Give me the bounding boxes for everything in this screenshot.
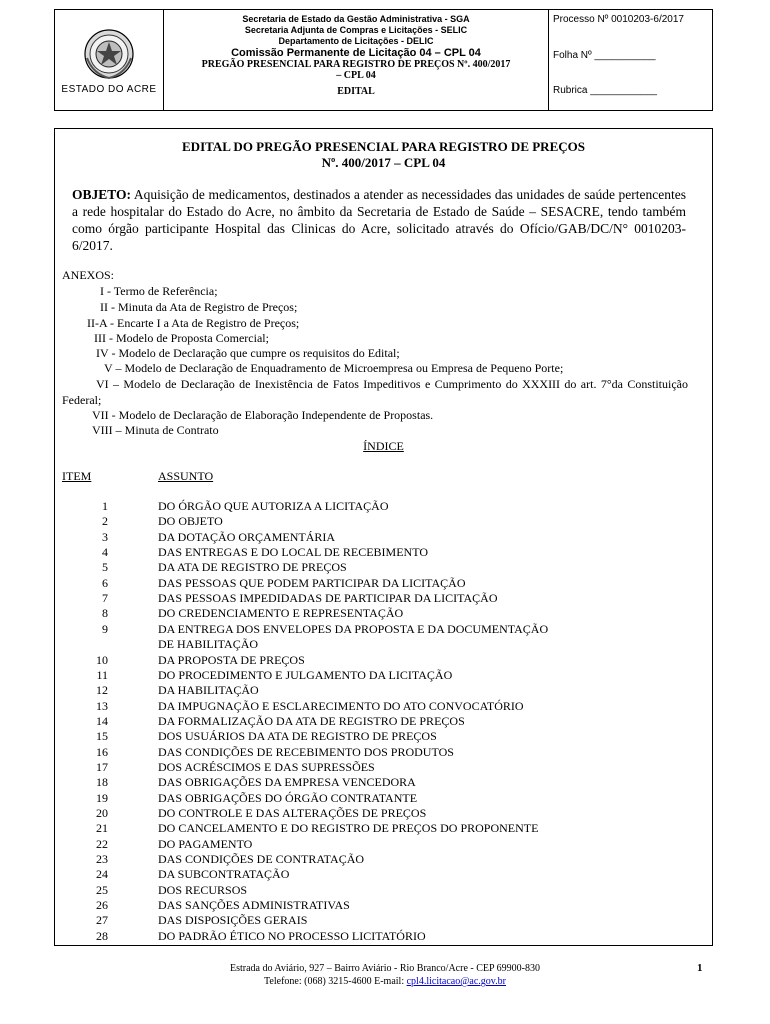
index-item-number: 2 bbox=[102, 514, 108, 529]
index-item-subject: DO PROCEDIMENTO E JULGAMENTO DA LICITAÇÃO bbox=[158, 667, 453, 682]
anexo-item: I - Termo de Referência; bbox=[100, 284, 218, 298]
document-title: EDITAL DO PREGÃO PRESENCIAL PARA REGISTRO DE PREÇOS bbox=[182, 139, 585, 154]
header-process-cell bbox=[549, 10, 712, 110]
index-row bbox=[62, 806, 682, 821]
index-row bbox=[62, 668, 682, 683]
index-row bbox=[62, 683, 682, 698]
index-item-subject: DO CREDENCIAMENTO E REPRESENTAÇÃO bbox=[158, 606, 404, 621]
index-item-subject: DA ENTREGA DOS ENVELOPES DA PROPOSTA E DA DOCUMENTAÇÃO bbox=[158, 621, 549, 636]
index-item-subject: DA SUBCONTRATAÇÃO bbox=[158, 867, 290, 882]
index-row bbox=[62, 514, 682, 529]
index-item-number: 9 bbox=[102, 621, 108, 636]
index-item-subject: DAS CONDIÇÕES DE RECEBIMENTO DOS PRODUTOS bbox=[158, 744, 454, 759]
index-item-number: 22 bbox=[96, 836, 108, 851]
index-item-number: 12 bbox=[96, 683, 108, 698]
index-row bbox=[62, 760, 682, 775]
index-row bbox=[62, 637, 682, 652]
index-row bbox=[62, 821, 682, 836]
objeto-text: Aquisição de medicamentos, destinados a atender as necessidades das unidades de saúde pertencentes a rede hospitalar do Estado do Acre, no âmbito da Secretaria de Estado de Saúde – SESACRE, tendo também como órgão participante Hospital das Clinicas do Acre, solicitado através do Ofício/GAB/DC/N° 0010203-6/2017. bbox=[72, 187, 686, 253]
index-item-number: 7 bbox=[102, 591, 108, 606]
index-row bbox=[62, 852, 682, 867]
index-item-subject: DO CONTROLE E DAS ALTERAÇÕES DE PREÇOS bbox=[158, 806, 427, 820]
index-row bbox=[62, 837, 682, 852]
index-item-number: 1 bbox=[102, 499, 108, 513]
index-row bbox=[62, 545, 682, 560]
folha-field: Folha Nº ___________ bbox=[553, 50, 656, 61]
index-row bbox=[62, 576, 682, 591]
anexo-item: II-A - Encarte I a Ata de Registro de Preços; bbox=[87, 316, 300, 330]
index-item-number: 14 bbox=[96, 713, 108, 728]
index-item-number: 25 bbox=[96, 882, 108, 897]
index-item-subject: DO PADRÃO ÉTICO NO PROCESSO LICITATÓRIO bbox=[158, 928, 426, 943]
page-number: 1 bbox=[697, 962, 703, 974]
index-item-subject: DA ATA DE REGISTRO DE PREÇOS bbox=[158, 560, 347, 575]
anexo-item: III - Modelo de Proposta Comercial; bbox=[94, 331, 269, 345]
index-item-subject: DAS DISPOSIÇÕES GERAIS bbox=[158, 913, 308, 928]
index-item-number: 13 bbox=[96, 698, 108, 713]
header-line-sga: Secretaria de Estado da Gestão Administrativa - SGA bbox=[242, 14, 470, 24]
header-line-delic: Departamento de Licitações - DELIC bbox=[278, 36, 434, 46]
index-item-subject: DOS RECURSOS bbox=[158, 882, 248, 897]
index-row bbox=[62, 606, 682, 621]
index-item-subject: DO OBJETO bbox=[158, 514, 223, 529]
index-item-subject: DA IMPUGNAÇÃO E ESCLARECIMENTO DO ATO CONVOCATÓRIO bbox=[158, 698, 524, 713]
index-item-number: 3 bbox=[102, 529, 108, 544]
index-row bbox=[62, 591, 682, 606]
index-item-number: 24 bbox=[96, 867, 108, 882]
anexo-item: II - Minuta da Ata de Registro de Preços; bbox=[100, 300, 298, 314]
index-item-number: 6 bbox=[102, 575, 108, 590]
column-header-assunto: ASSUNTO bbox=[158, 469, 214, 483]
index-item-subject: DOS USUÁRIOS DA ATA DE REGISTRO DE PREÇOS bbox=[158, 729, 437, 744]
index-item-subject: DA PROPOSTA DE PREÇOS bbox=[158, 652, 305, 667]
index-item-subject: DAS OBRIGAÇÕES DA EMPRESA VENCEDORA bbox=[158, 775, 416, 790]
index-row bbox=[62, 560, 682, 575]
objeto-paragraph bbox=[72, 186, 686, 254]
anexos-label: ANEXOS: bbox=[62, 268, 115, 282]
index-row bbox=[62, 791, 682, 806]
index-item-number: 21 bbox=[96, 821, 108, 836]
index-row bbox=[62, 699, 682, 714]
index-item-number: 19 bbox=[96, 790, 108, 805]
footer-phone: Telefone: (068) 3215-4600 E-mail: bbox=[264, 976, 405, 987]
index-row bbox=[62, 622, 682, 637]
index-item-number: 20 bbox=[96, 806, 108, 820]
index-item-number: 15 bbox=[96, 729, 108, 744]
index-item-subject: DAS PESSOAS QUE PODEM PARTICIPAR DA LICITAÇÃO bbox=[158, 575, 466, 590]
header-line-edital: EDITAL bbox=[337, 86, 375, 97]
index-row bbox=[62, 729, 682, 744]
footer-address: Estrada do Aviário, 927 – Bairro Aviário - Rio Branco/Acre - CEP 69900-830 bbox=[229, 963, 541, 974]
index-item-subject: DA FORMALIZAÇÃO DA ATA DE REGISTRO DE PREÇOS bbox=[158, 713, 465, 728]
anexo-item: IV - Modelo de Declaração que cumpre os requisitos do Edital; bbox=[96, 346, 400, 360]
index-item-number: 26 bbox=[96, 898, 108, 913]
estado-label: ESTADO DO ACRE bbox=[61, 84, 157, 95]
anexo-item: V – Modelo de Declaração de Enquadramento de Microempresa ou Empresa de Pequeno Porte; bbox=[104, 361, 564, 375]
header-line-pregao: PREGÃO PRESENCIAL PARA REGISTRO DE PREÇOS Nº. 400/2017 bbox=[201, 59, 511, 70]
index-row bbox=[62, 745, 682, 760]
anexo-item: VIII – Minuta de Contrato bbox=[92, 423, 219, 437]
footer-contact bbox=[0, 975, 770, 988]
index-item-subject: DOS ACRÉSCIMOS E DAS SUPRESSÕES bbox=[158, 759, 375, 774]
index-item-subject: DAS OBRIGAÇÕES DO ÓRGÃO CONTRATANTE bbox=[158, 790, 418, 805]
index-item-number: 18 bbox=[96, 775, 108, 790]
index-row bbox=[62, 929, 682, 944]
index-item-subject: DO PAGAMENTO bbox=[158, 836, 253, 851]
rubrica-field: Rubrica ____________ bbox=[553, 85, 657, 96]
index-item-subject: DE HABILITAÇÃO bbox=[158, 637, 259, 652]
document-header bbox=[54, 9, 713, 111]
header-logo-cell bbox=[55, 10, 164, 110]
page-footer bbox=[0, 962, 770, 988]
index-item-number: 27 bbox=[96, 913, 108, 928]
header-title-cell bbox=[164, 10, 549, 110]
header-line-cpl: Comissão Permanente de Licitação 04 – CPL 04 bbox=[231, 47, 481, 59]
index-item-number: 23 bbox=[96, 852, 108, 867]
index-item-number: 11 bbox=[96, 667, 108, 682]
index-item-number: 4 bbox=[102, 545, 108, 560]
index-item-number: 28 bbox=[96, 928, 108, 943]
index-item-number: 8 bbox=[102, 606, 108, 621]
header-line-selic: Secretaria Adjunta de Compras e Licitações - SELIC bbox=[244, 25, 468, 35]
anexo-item: VII - Modelo de Declaração de Elaboração Independente de Propostas. bbox=[92, 408, 434, 422]
index-item-subject: DAS ENTREGAS E DO LOCAL DE RECEBIMENTO bbox=[158, 545, 428, 560]
index-row bbox=[62, 775, 682, 790]
index-row bbox=[62, 913, 682, 928]
index-row bbox=[62, 898, 682, 913]
index-row bbox=[62, 530, 682, 545]
index-item-subject: DO ÓRGÃO QUE AUTORIZA A LICITAÇÃO bbox=[158, 499, 389, 513]
objeto-label: OBJETO: bbox=[72, 187, 132, 202]
index-item-subject: DAS PESSOAS IMPEDIDADAS DE PARTICIPAR DA LICITAÇÃO bbox=[158, 591, 498, 606]
index-row bbox=[62, 499, 682, 514]
index-item-subject: DA HABILITAÇÃO bbox=[158, 683, 259, 698]
index-item-subject: DO CANCELAMENTO E DO REGISTRO DE PREÇOS DO PROPONENTE bbox=[158, 821, 539, 836]
index-item-number: 17 bbox=[96, 759, 108, 774]
index-item-subject: DAS SANÇÕES ADMINISTRATIVAS bbox=[158, 898, 350, 913]
document-subtitle: Nº. 400/2017 – CPL 04 bbox=[321, 155, 446, 170]
column-header-item: ITEM bbox=[62, 469, 92, 483]
anexo-item: VI – Modelo de Declaração de Inexistência de Fatos Impeditivos e Cumprimento do XXXIII do art. 7°da Constituição Federal; bbox=[62, 377, 688, 407]
index-item-subject: DA DOTAÇÃO ORÇAMENTÁRIA bbox=[158, 529, 336, 544]
index-item-number: 16 bbox=[96, 744, 108, 759]
processo-number: Processo Nº 0010203-6/2017 bbox=[553, 14, 684, 25]
index-row bbox=[62, 883, 682, 898]
index-row bbox=[62, 867, 682, 882]
index-row bbox=[62, 714, 682, 729]
index-item-number: 10 bbox=[96, 652, 108, 667]
indice-title: ÍNDICE bbox=[363, 439, 404, 453]
index-item-number: 5 bbox=[102, 560, 108, 575]
index-row bbox=[62, 653, 682, 668]
index-item-subject: DAS CONDIÇÕES DE CONTRATAÇÃO bbox=[158, 852, 365, 867]
state-seal-icon bbox=[83, 28, 135, 80]
header-line-cpl04: – CPL 04 bbox=[336, 70, 376, 81]
footer-email-link[interactable]: cpl4.licitacao@ac.gov.br bbox=[406, 976, 506, 987]
